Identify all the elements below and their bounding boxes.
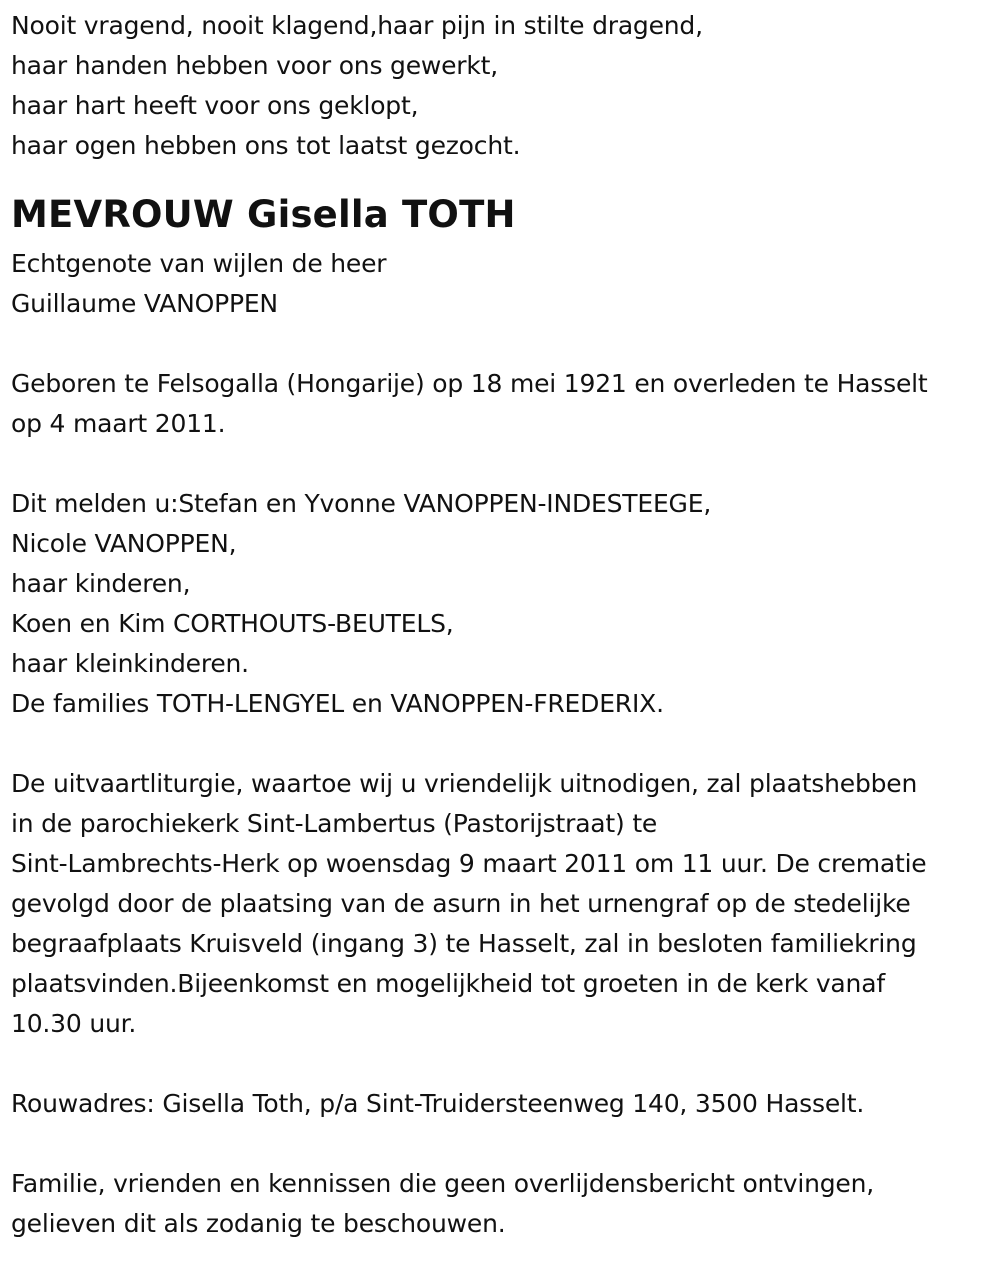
deceased-name: MEVROUW Gisella TOTH bbox=[11, 193, 516, 236]
spacer bbox=[11, 724, 996, 764]
spouse-line: Echtgenote van wijlen de heer bbox=[11, 249, 387, 278]
closing-note bbox=[11, 1164, 996, 1244]
family-line: Dit melden u:Stefan en Yvonne VANOPPEN-INDESTEEGE, bbox=[11, 489, 712, 518]
spouse-info bbox=[11, 244, 996, 324]
funeral-line: 10.30 uur. bbox=[11, 1009, 137, 1038]
closing-line: gelieven dit als zodanig te beschouwen. bbox=[11, 1209, 506, 1238]
poem bbox=[11, 6, 996, 166]
funeral-line: gevolgd door de plaatsing van de asurn in het urnengraf op de stedelijke bbox=[11, 889, 911, 918]
funeral-details bbox=[11, 764, 996, 1044]
funeral-line: begraafplaats Kruisveld (ingang 3) te Hasselt, zal in besloten familiekring bbox=[11, 929, 917, 958]
closing-line: Familie, vrienden en kennissen die geen overlijdensbericht ontvingen, bbox=[11, 1169, 875, 1198]
family-announcement bbox=[11, 484, 996, 724]
address-line: Rouwadres: Gisella Toth, p/a Sint-Truidersteenweg 140, 3500 Hasselt. bbox=[11, 1089, 865, 1118]
poem-line: haar handen hebben voor ons gewerkt, bbox=[11, 51, 499, 80]
birth-death-line: Geboren te Felsogalla (Hongarije) op 18 mei 1921 en overleden te Hasselt bbox=[11, 369, 928, 398]
spouse-line: Guillaume VANOPPEN bbox=[11, 289, 278, 318]
obituary-notice bbox=[11, 6, 996, 1244]
family-line: haar kinderen, bbox=[11, 569, 191, 598]
funeral-line: Sint-Lambrechts-Herk op woensdag 9 maart 2011 om 11 uur. De crematie bbox=[11, 849, 927, 878]
spacer bbox=[11, 444, 996, 484]
family-line: De families TOTH-LENGYEL en VANOPPEN-FREDERIX. bbox=[11, 689, 664, 718]
spacer bbox=[11, 324, 996, 364]
family-line: Nicole VANOPPEN, bbox=[11, 529, 237, 558]
funeral-line: in de parochiekerk Sint-Lambertus (Pastorijstraat) te bbox=[11, 809, 658, 838]
mourning-address bbox=[11, 1084, 996, 1124]
spacer bbox=[11, 1124, 996, 1164]
family-line: haar kleinkinderen. bbox=[11, 649, 249, 678]
family-line: Koen en Kim CORTHOUTS-BEUTELS, bbox=[11, 609, 454, 638]
birth-death-info bbox=[11, 364, 996, 444]
poem-line: haar ogen hebben ons tot laatst gezocht. bbox=[11, 131, 521, 160]
poem-line: Nooit vragend, nooit klagend,haar pijn in stilte dragend, bbox=[11, 11, 703, 40]
funeral-line: plaatsvinden.Bijeenkomst en mogelijkheid tot groeten in de kerk vanaf bbox=[11, 969, 885, 998]
poem-line: haar hart heeft voor ons geklopt, bbox=[11, 91, 419, 120]
funeral-line: De uitvaartliturgie, waartoe wij u vriendelijk uitnodigen, zal plaatshebben bbox=[11, 769, 918, 798]
birth-death-line: op 4 maart 2011. bbox=[11, 409, 226, 438]
spacer bbox=[11, 1044, 996, 1084]
